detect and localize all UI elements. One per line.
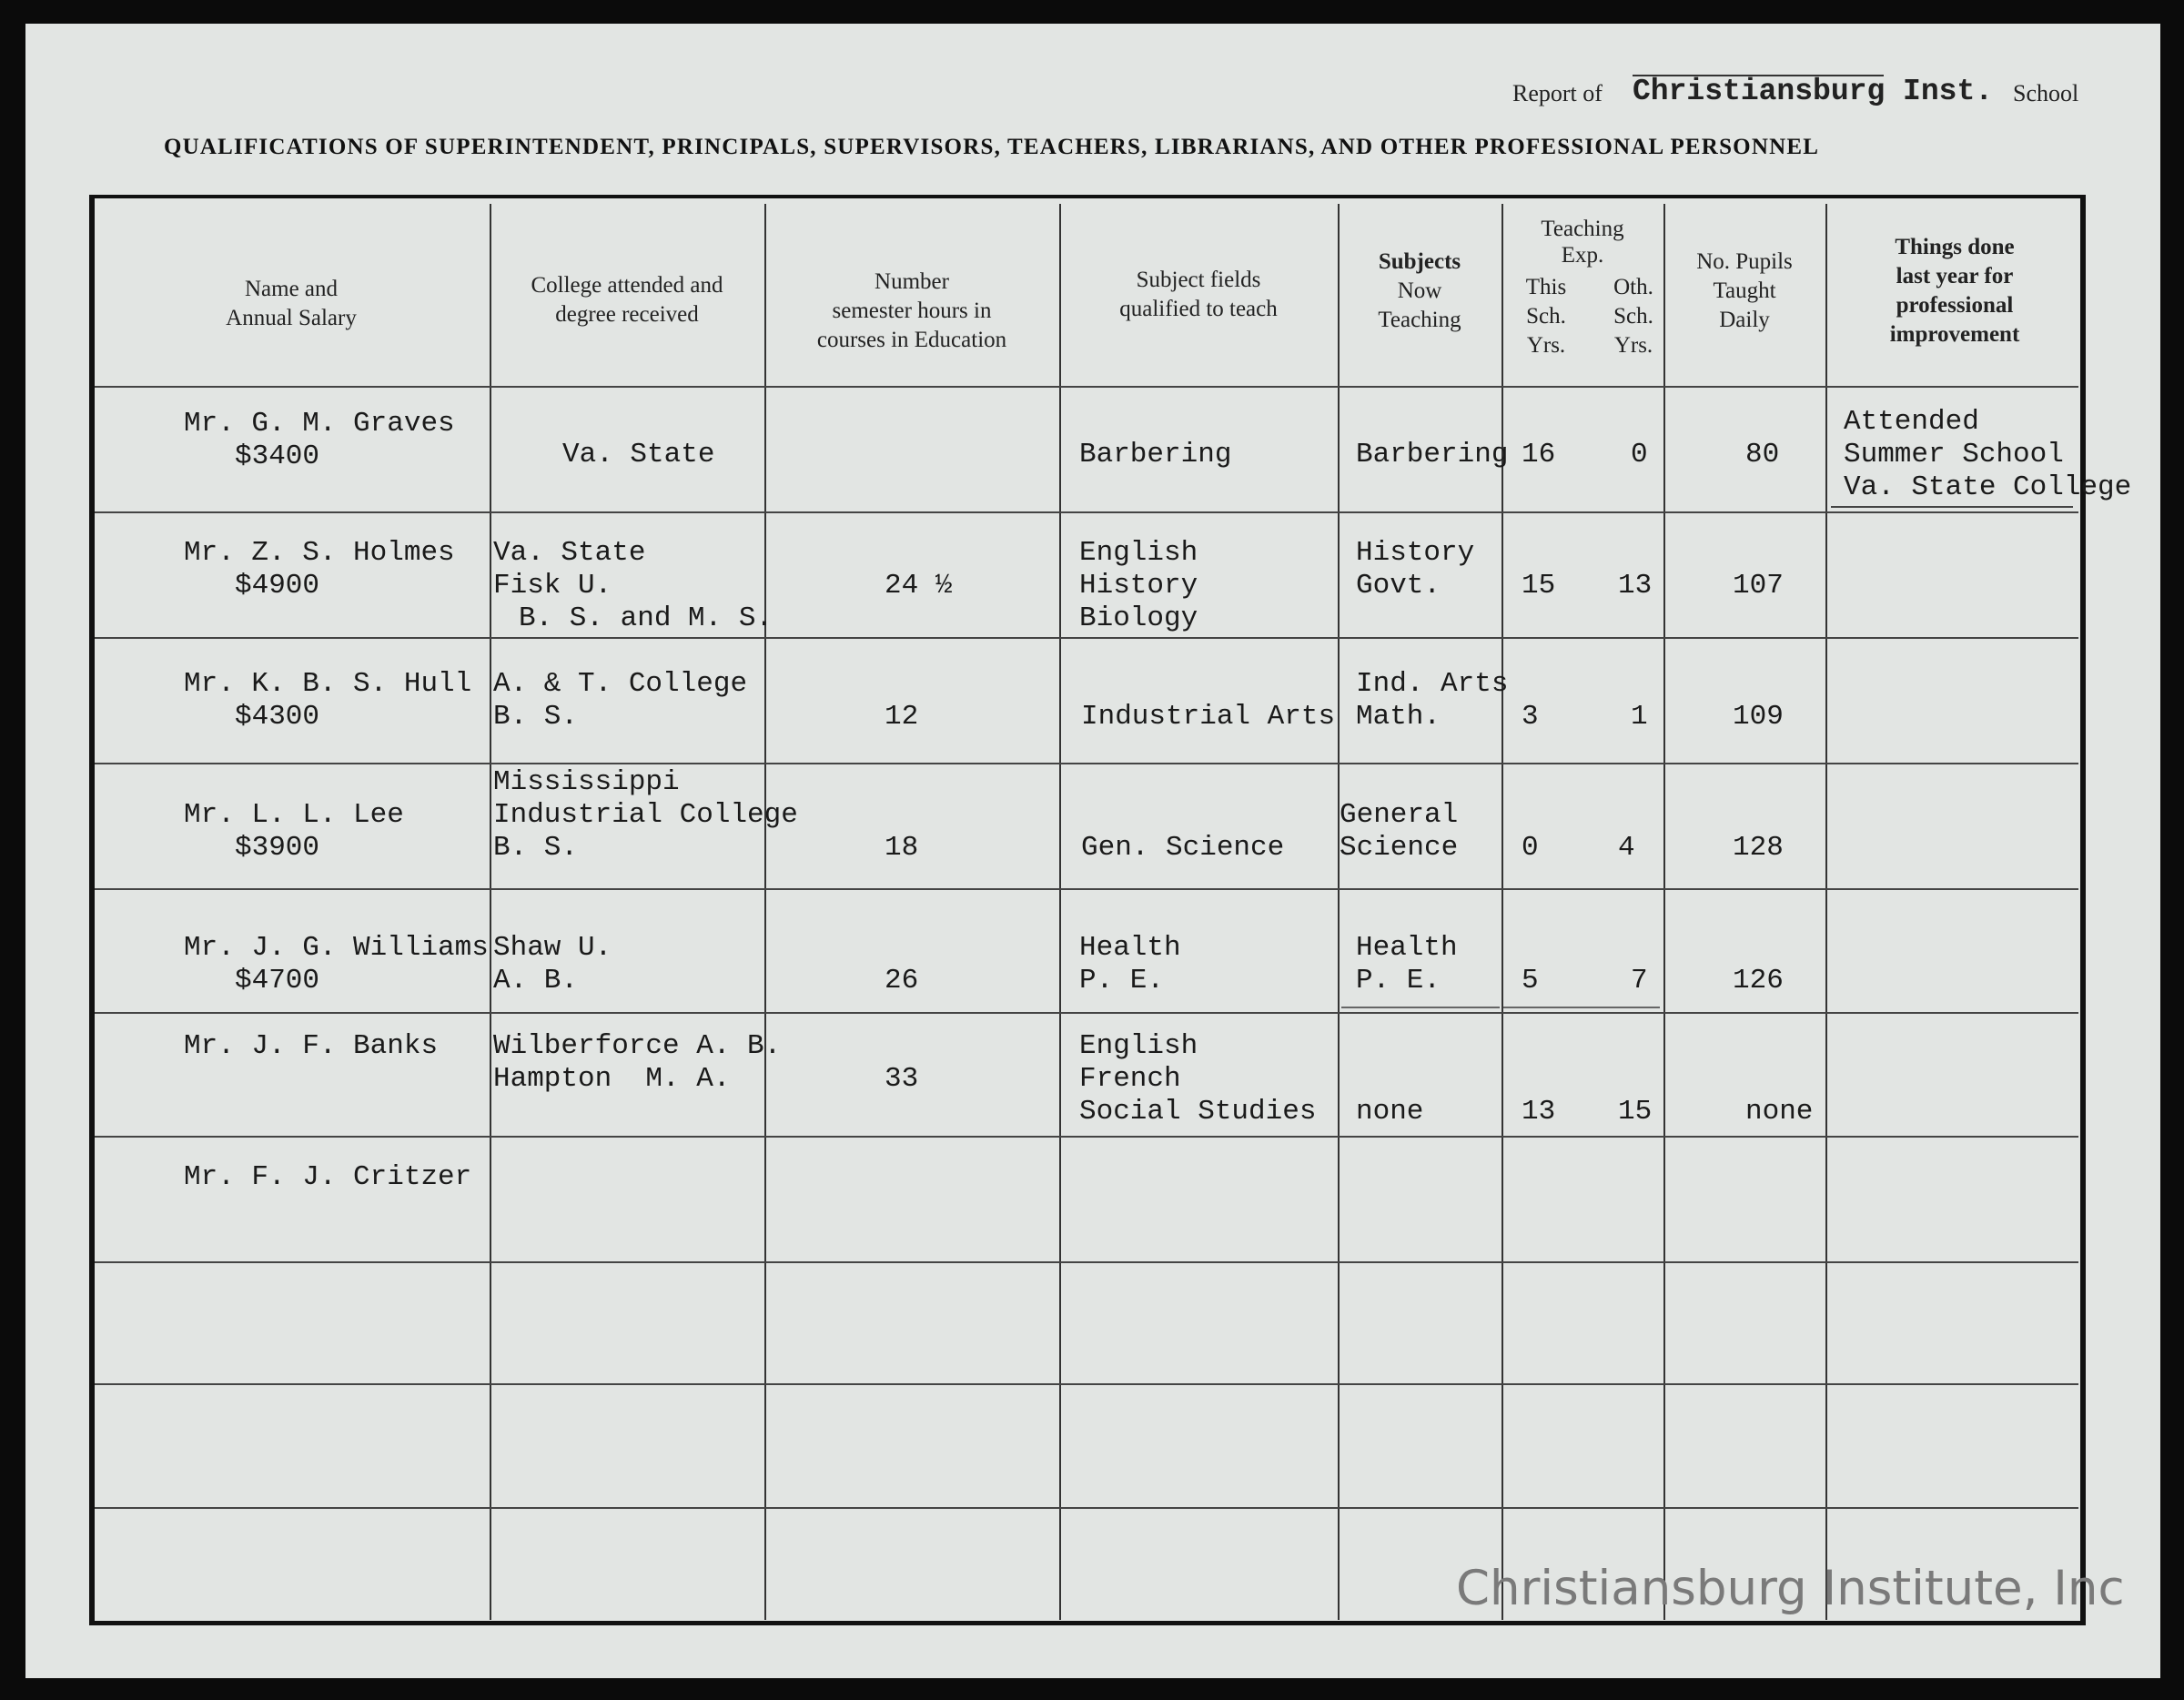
header-hours xyxy=(768,268,1056,355)
other-years-cell: 4 xyxy=(1618,832,1635,864)
teacher-name: Mr. L. L. Lee xyxy=(184,799,404,831)
pupils-cell: 109 xyxy=(1733,701,1784,733)
report-prefix: Report of xyxy=(1512,80,1603,106)
header-line: Oth. xyxy=(1613,275,1653,299)
row-divider xyxy=(95,637,2078,639)
header-line: Subjects xyxy=(1378,249,1461,274)
other-years-cell: 13 xyxy=(1618,570,1653,602)
teacher-name: Mr. G. M. Graves xyxy=(184,408,455,440)
header-line: Yrs. xyxy=(1526,333,1566,358)
report-suffix: School xyxy=(2013,80,2079,106)
now-cell xyxy=(1356,1096,1423,1128)
table-row-name xyxy=(184,668,471,734)
college-line: B. S. xyxy=(493,701,579,733)
this-years-cell: 0 xyxy=(1522,832,1539,864)
teacher-salary: $4700 xyxy=(235,965,320,997)
now-line: P. E. xyxy=(1356,965,1441,997)
qualified-cell xyxy=(1079,1030,1316,1128)
qualified-line: Industrial Arts xyxy=(1081,701,1336,733)
row-divider xyxy=(95,1383,2078,1385)
teacher-name: Mr. Z. S. Holmes xyxy=(184,537,455,569)
improvement-underline xyxy=(1831,506,2073,508)
hours-cell: 33 xyxy=(885,1063,919,1095)
now-cell xyxy=(1340,799,1458,865)
college-cell xyxy=(493,1030,781,1096)
other-years-cell: 0 xyxy=(1631,439,1648,471)
now-cell xyxy=(1356,932,1458,997)
header-line: Number xyxy=(875,269,949,294)
header-line: improvement xyxy=(1889,322,2020,347)
exp-underline xyxy=(1503,1007,1660,1008)
this-years-cell: 16 xyxy=(1522,439,1556,471)
pupils-cell: 107 xyxy=(1733,570,1784,602)
now-line: General xyxy=(1340,799,1459,831)
row-divider xyxy=(95,386,2078,388)
header-college xyxy=(493,271,761,329)
college-line: Va. State xyxy=(562,439,715,471)
header-pupils xyxy=(1667,248,1822,335)
college-line: Fisk U. xyxy=(493,570,612,602)
other-years-cell: 7 xyxy=(1631,965,1648,997)
header-line: qualified to teach xyxy=(1119,297,1278,321)
now-line: none xyxy=(1356,1096,1424,1128)
school-name: Christiansburg Inst. xyxy=(1633,75,1994,108)
pupils-cell: none xyxy=(1745,1096,1814,1128)
improvement-cell xyxy=(1844,406,2131,504)
college-line: Industrial College xyxy=(493,799,798,831)
qualified-line: History xyxy=(1079,570,1198,602)
header-other-school-years xyxy=(1592,273,1674,360)
header-line: professional xyxy=(1896,293,2014,318)
row-divider xyxy=(95,1136,2078,1138)
table-row-name xyxy=(184,932,489,997)
hours-cell: 24 ½ xyxy=(885,570,953,602)
college-line: Shaw U. xyxy=(493,932,612,964)
college-cell xyxy=(562,439,714,471)
header-line: Name and xyxy=(244,277,339,301)
now-underline xyxy=(1341,1007,1500,1008)
college-line: A. B. xyxy=(493,965,579,997)
header-line: Things done xyxy=(1895,235,2015,259)
hours-cell: 18 xyxy=(885,832,919,864)
row-divider xyxy=(95,1507,2078,1509)
now-line: Barbering xyxy=(1356,439,1509,471)
qualified-line: Gen. Science xyxy=(1081,832,1285,864)
header-line: No. Pupils xyxy=(1696,249,1793,274)
table-row-name xyxy=(184,537,455,602)
header-line: degree received xyxy=(555,302,699,327)
form-heading: QUALIFICATIONS OF SUPERINTENDENT, PRINCIPALS, SUPERVISORS, TEACHERS, LIBRARIANS, AND OTHER PROFESSIONAL PERSONNEL xyxy=(164,135,1820,159)
header-line: Teaching xyxy=(1378,308,1461,332)
header-line: Sch. xyxy=(1613,304,1653,329)
row-divider xyxy=(95,1012,2078,1014)
table-row-name xyxy=(184,408,455,473)
header-line: This xyxy=(1525,275,1567,299)
qualified-cell xyxy=(1081,832,1284,865)
hours-cell: 26 xyxy=(885,965,919,997)
hours-cell: 12 xyxy=(885,701,919,733)
college-line: Mississippi xyxy=(493,766,680,798)
now-line: Health xyxy=(1356,932,1458,964)
other-years-cell: 15 xyxy=(1618,1096,1653,1128)
header-line: College attended and xyxy=(531,273,723,298)
college-cell xyxy=(493,766,798,865)
qualified-cell xyxy=(1079,932,1181,997)
header-line: semester hours in xyxy=(832,299,992,323)
header-line: Now xyxy=(1397,278,1442,303)
column-divider xyxy=(764,204,766,1620)
header-subjects-now xyxy=(1341,248,1498,335)
college-cell xyxy=(493,932,612,997)
header-name xyxy=(100,275,482,333)
college-line: Wilberforce A. B. xyxy=(493,1030,782,1062)
qualified-line: Barbering xyxy=(1079,439,1232,471)
pupils-cell: 126 xyxy=(1733,965,1784,997)
this-years-cell: 5 xyxy=(1522,965,1539,997)
header-teaching-exp xyxy=(1505,215,1660,268)
now-cell xyxy=(1356,439,1508,471)
college-line: B. S. and M. S. xyxy=(519,602,774,634)
college-line: Hampton M. A. xyxy=(493,1063,731,1095)
teacher-salary: $3900 xyxy=(235,832,320,864)
header-line: courses in Education xyxy=(816,328,1007,352)
qualified-line: English xyxy=(1079,537,1198,569)
college-line: Va. State xyxy=(493,537,646,569)
college-line: B. S. xyxy=(493,832,579,864)
header-line: Teaching xyxy=(1541,217,1624,241)
college-cell xyxy=(493,668,747,734)
pupils-cell: 128 xyxy=(1733,832,1784,864)
qualified-line: P. E. xyxy=(1079,965,1165,997)
column-divider xyxy=(490,204,491,1620)
column-divider xyxy=(1502,204,1503,1620)
qualified-cell xyxy=(1081,701,1335,734)
teacher-name: Mr. J. G. Williams xyxy=(184,932,489,964)
this-years-cell: 3 xyxy=(1522,701,1539,733)
header-line: Exp. xyxy=(1561,243,1604,268)
header-line: last year for xyxy=(1896,264,2014,288)
qualified-cell xyxy=(1079,537,1198,635)
table-row-name xyxy=(184,799,404,865)
qualified-line: English xyxy=(1079,1030,1198,1062)
header-improvement xyxy=(1829,233,2080,349)
watermark: Christiansburg Institute, Inc xyxy=(1456,1561,2125,1616)
other-years-cell: 1 xyxy=(1631,701,1648,733)
column-divider xyxy=(1663,204,1665,1620)
teacher-salary: $4900 xyxy=(235,570,320,602)
column-divider xyxy=(1825,204,1827,1620)
now-cell xyxy=(1356,668,1508,734)
row-divider xyxy=(95,511,2078,513)
improvement-line: Va. State College xyxy=(1844,471,2132,503)
qualified-line: Social Studies xyxy=(1079,1096,1317,1128)
header-line: Annual Salary xyxy=(226,306,357,330)
table-row-name xyxy=(184,1030,438,1063)
now-line: Govt. xyxy=(1356,570,1441,602)
column-divider xyxy=(1338,204,1340,1620)
this-years-cell: 13 xyxy=(1522,1096,1556,1128)
header-line: Sch. xyxy=(1526,304,1566,329)
teacher-salary: $4300 xyxy=(235,701,320,733)
now-cell xyxy=(1356,537,1474,602)
teacher-name: Mr. K. B. S. Hull xyxy=(184,668,472,700)
pupils-cell: 80 xyxy=(1745,439,1780,471)
qualified-cell xyxy=(1079,439,1231,471)
college-line: A. & T. College xyxy=(493,668,748,700)
now-line: Science xyxy=(1340,832,1459,864)
row-divider xyxy=(95,1261,2078,1263)
report-line xyxy=(1512,75,2079,108)
header-line: Subject fields xyxy=(1136,268,1261,292)
header-line: Yrs. xyxy=(1613,333,1653,358)
teacher-salary: $3400 xyxy=(235,440,320,472)
improvement-line: Summer School xyxy=(1844,439,2064,471)
column-divider xyxy=(1059,204,1061,1620)
header-line: Daily xyxy=(1719,308,1770,332)
improvement-line: Attended xyxy=(1844,406,1979,438)
header-line: Taught xyxy=(1713,278,1776,303)
header-subjects-qualified xyxy=(1063,266,1334,324)
table-row-name xyxy=(184,1161,471,1194)
qualified-line: Health xyxy=(1079,932,1181,964)
row-divider xyxy=(95,763,2078,764)
qualified-line: Biology xyxy=(1079,602,1198,634)
now-line: Ind. Arts xyxy=(1356,668,1509,700)
now-line: History xyxy=(1356,537,1475,569)
qualified-line: French xyxy=(1079,1063,1181,1095)
header-this-school-years xyxy=(1505,273,1587,360)
teacher-name: Mr. J. F. Banks xyxy=(184,1030,439,1062)
this-years-cell: 15 xyxy=(1522,570,1556,602)
college-cell xyxy=(493,537,773,635)
row-divider xyxy=(95,888,2078,890)
now-line: Math. xyxy=(1356,701,1441,733)
teacher-name: Mr. F. J. Critzer xyxy=(184,1161,472,1193)
